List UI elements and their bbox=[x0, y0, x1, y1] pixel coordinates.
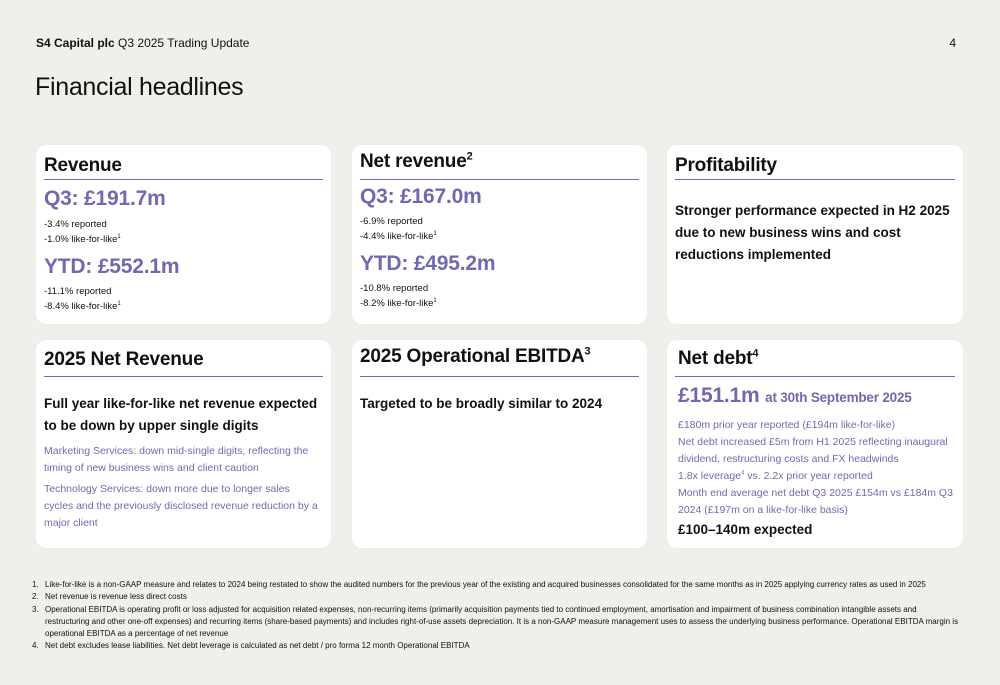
net-debt-date: at 30th September 2025 bbox=[765, 390, 912, 405]
footnote-ref: 4 bbox=[741, 470, 745, 477]
footnote-4 bbox=[32, 640, 962, 652]
ebitda-title-text: 2025 Operational EBITDA bbox=[360, 346, 585, 367]
net-revenue-q3-details bbox=[360, 215, 437, 244]
net-debt-amount-line bbox=[678, 384, 912, 408]
net-debt-prior-year: £180m prior year reported (£194m like-for-like) bbox=[678, 419, 896, 431]
net-revenue-ytd-lfl: -8.2% like-for-like bbox=[360, 297, 434, 309]
net-debt-leverage: 1.8x leverage bbox=[678, 470, 742, 482]
profitability-card-title: Profitability bbox=[675, 155, 777, 176]
footnote-text: Operational EBITDA is operating profit or loss adjusted for acquisition related expenses, non-recurring items (primarily acquisition payments tied to continued employment, amortisation and impairment of business combination intangible assets and restructuring and other one-off expenses) and recurring items (share-based payments) and includes right-of-use assets depreciation. It is a non-GAAP measure management uses to assess the underlying business performance. Operational EBITDA margin is operational EBITDA as a percentage of net revenue bbox=[45, 604, 959, 639]
revenue-ytd-lfl-line bbox=[44, 300, 121, 315]
technology-services-text: Technology Services: down more due to longer sales cycles and the previously disclosed revenue reduction by a major client bbox=[44, 483, 318, 529]
ebitda-divider bbox=[360, 376, 639, 377]
footnote-2 bbox=[32, 591, 962, 603]
net-revenue-title-text: Net revenue bbox=[360, 151, 467, 172]
footnote-number: 1. bbox=[32, 580, 39, 589]
footnote-number: 4. bbox=[32, 641, 39, 651]
net-revenue-ytd-value: YTD: £495.2m bbox=[360, 252, 496, 275]
net-debt-details bbox=[678, 417, 955, 519]
net-debt-amount: £151.1m bbox=[678, 384, 760, 407]
profitability-divider bbox=[675, 179, 955, 180]
ebitda-text: Targeted to be broadly similar to 2024 bbox=[360, 396, 603, 411]
profitability-card bbox=[667, 145, 963, 324]
revenue-ytd-value: YTD: £552.1m bbox=[44, 255, 180, 278]
net-revenue-ytd-details bbox=[360, 282, 437, 311]
net-debt-card-title bbox=[678, 348, 758, 370]
revenue-q3-value: Q3: £191.7m bbox=[44, 187, 166, 210]
net-revenue-ytd-reported: -10.8% reported bbox=[360, 283, 429, 294]
net-revenue-2025-card bbox=[36, 340, 331, 548]
net-debt-title-text: Net debt bbox=[678, 348, 753, 369]
marketing-services-text: Marketing Services: down mid-single digits, reflecting the timing of new business wins and client caution bbox=[44, 445, 309, 474]
footnotes bbox=[32, 579, 962, 653]
footnote-ref: 1 bbox=[117, 300, 121, 307]
ebitda-card bbox=[352, 340, 647, 548]
footnote-3 bbox=[32, 604, 962, 641]
footnote-ref: 1 bbox=[433, 230, 437, 237]
footnote-ref: 1 bbox=[117, 233, 121, 240]
document-name: Q3 2025 Trading Update bbox=[118, 36, 250, 50]
footnote-ref: 2 bbox=[466, 150, 473, 163]
footnote-text: Net debt excludes lease liabilities. Net debt leverage is calculated as net debt / pro forma 12 month Operational EBITDA bbox=[45, 641, 470, 651]
net-revenue-q3-reported: -6.9% reported bbox=[360, 216, 423, 227]
revenue-ytd-details bbox=[44, 285, 121, 314]
footnote-ref: 1 bbox=[433, 297, 437, 304]
company-name: S4 Capital plc bbox=[36, 36, 115, 50]
net-debt-leverage-line bbox=[678, 468, 955, 485]
footnote-ref: 3 bbox=[584, 345, 591, 358]
footnote-1 bbox=[32, 579, 962, 591]
net-debt-divider bbox=[675, 376, 955, 377]
revenue-q3-details bbox=[44, 218, 121, 247]
revenue-q3-lfl: -1.0% like-for-like bbox=[44, 233, 118, 245]
page-title: Financial headlines bbox=[35, 73, 244, 101]
net-revenue-q3-value: Q3: £167.0m bbox=[360, 185, 482, 208]
footnote-ref: 4 bbox=[752, 347, 759, 360]
page-number: 4 bbox=[949, 36, 956, 50]
revenue-ytd-lfl: -8.4% like-for-like bbox=[44, 300, 118, 312]
net-revenue-card bbox=[352, 145, 647, 324]
revenue-card bbox=[36, 145, 331, 324]
footnote-text: Net revenue is revenue less direct costs bbox=[45, 592, 187, 602]
document-header bbox=[36, 36, 249, 50]
net-revenue-q3-lfl-line bbox=[360, 230, 437, 245]
net-revenue-2025-divider bbox=[44, 376, 323, 377]
net-debt-month-end-average: Month end average net debt Q3 2025 £154m vs £184m Q3 2024 (£197m on a like-for-like basis) bbox=[678, 487, 953, 516]
revenue-q3-lfl-line bbox=[44, 233, 121, 248]
net-debt-expected: £100–140m expected bbox=[678, 522, 813, 537]
profitability-text: Stronger performance expected in H2 2025 due to new business wins and cost reductions implemented bbox=[675, 203, 950, 262]
revenue-ytd-reported: -11.1% reported bbox=[44, 286, 112, 297]
footnote-text: Like-for-like is a non-GAAP measure and relates to 2024 being restated to show the audited numbers for the previous year of the existing and acquired businesses consolidated for the same months as in 2025 applying currency rates as used in 2025 bbox=[45, 580, 926, 589]
net-revenue-card-title bbox=[360, 151, 473, 173]
net-debt-card bbox=[667, 340, 963, 548]
net-debt-increase: Net debt increased £5m from H1 2025 reflecting inaugural dividend, restructuring costs and FX headwinds bbox=[678, 436, 948, 465]
revenue-q3-reported: -3.4% reported bbox=[44, 219, 107, 230]
net-revenue-2025-headline: Full year like-for-like net revenue expected to be down by upper single digits bbox=[44, 396, 318, 433]
net-debt-leverage-compare: vs. 2.2x prior year reported bbox=[744, 470, 873, 482]
ebitda-card-title bbox=[360, 346, 590, 368]
net-revenue-q3-lfl: -4.4% like-for-like bbox=[360, 230, 434, 242]
footnote-number: 3. bbox=[32, 604, 39, 614]
revenue-divider bbox=[44, 179, 323, 180]
footnote-number: 2. bbox=[32, 592, 39, 602]
net-revenue-divider bbox=[360, 179, 639, 180]
revenue-card-title: Revenue bbox=[44, 155, 122, 176]
net-revenue-ytd-lfl-line bbox=[360, 297, 437, 312]
net-revenue-2025-card-title: 2025 Net Revenue bbox=[44, 349, 204, 370]
